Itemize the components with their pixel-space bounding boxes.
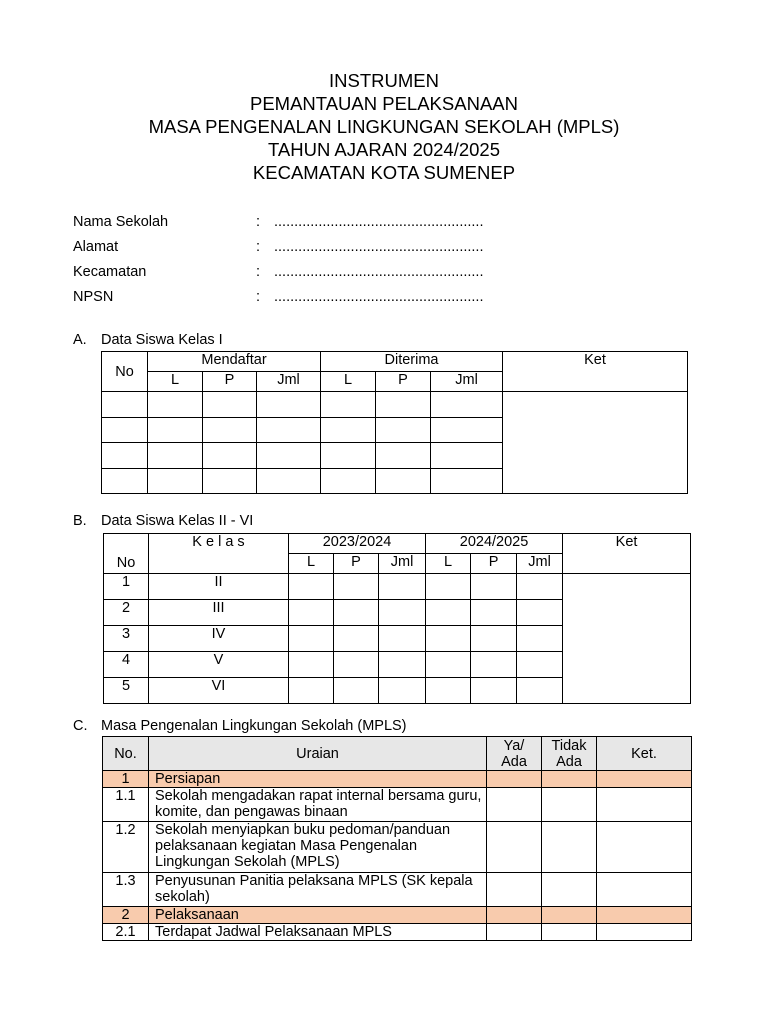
cell-ket[interactable] xyxy=(597,924,692,941)
table-row xyxy=(102,392,688,418)
row-no: 1 xyxy=(103,771,149,788)
cell[interactable] xyxy=(426,600,471,626)
cell[interactable] xyxy=(321,443,376,469)
cell[interactable] xyxy=(426,678,471,704)
document-title xyxy=(0,69,768,184)
cell-tidak[interactable] xyxy=(542,873,597,907)
cell[interactable] xyxy=(257,443,321,469)
row-kelas: VI xyxy=(149,678,289,704)
header-l: L xyxy=(148,372,203,392)
cell[interactable] xyxy=(203,469,257,494)
header-l: L xyxy=(289,554,334,574)
table-row xyxy=(103,873,692,907)
cell[interactable] xyxy=(471,652,517,678)
header-p: P xyxy=(471,554,517,574)
ket-cell[interactable] xyxy=(503,392,688,494)
cell[interactable] xyxy=(321,392,376,418)
row-no: 4 xyxy=(104,652,149,678)
cell[interactable] xyxy=(289,574,334,600)
ket-cell[interactable] xyxy=(563,574,691,704)
header-l: L xyxy=(426,554,471,574)
header-ket: Ket xyxy=(503,352,688,392)
cell[interactable] xyxy=(257,469,321,494)
cell[interactable] xyxy=(379,678,426,704)
cell[interactable] xyxy=(431,469,503,494)
cell[interactable] xyxy=(289,626,334,652)
title-line-5: KECAMATAN KOTA SUMENEP xyxy=(252,162,516,183)
cell[interactable] xyxy=(148,392,203,418)
title-line-3: MASA PENGENALAN LINGKUNGAN SEKOLAH (MPLS) xyxy=(148,116,620,137)
cell-ya[interactable] xyxy=(487,822,542,873)
header-no: No xyxy=(102,352,148,392)
table-kelas-2-6 xyxy=(103,533,691,704)
header-diterima: Diterima xyxy=(321,352,503,372)
cell[interactable] xyxy=(148,469,203,494)
title-line-2: PEMANTAUAN PELAKSANAAN xyxy=(250,93,518,114)
cell[interactable] xyxy=(379,600,426,626)
cell[interactable] xyxy=(471,678,517,704)
header-kelas: K e l a s xyxy=(149,534,289,574)
field-label: NPSN xyxy=(73,289,114,305)
cell[interactable] xyxy=(517,626,563,652)
table-row xyxy=(103,788,692,822)
cell[interactable] xyxy=(102,469,148,494)
cell[interactable] xyxy=(376,418,431,443)
header-year-2024: 2024/2025 xyxy=(426,534,563,554)
field-alamat xyxy=(73,238,553,263)
title-line-4: TAHUN AJARAN 2024/2025 xyxy=(267,139,501,160)
row-kelas: III xyxy=(149,600,289,626)
cell-ket[interactable] xyxy=(597,788,692,822)
cell[interactable] xyxy=(426,652,471,678)
cell-tidak[interactable] xyxy=(542,788,597,822)
row-kelas: IV xyxy=(149,626,289,652)
cell[interactable] xyxy=(376,443,431,469)
header-jml: Jml xyxy=(431,372,503,392)
section-b-heading xyxy=(73,513,253,529)
row-no: 1.1 xyxy=(103,788,149,822)
header-ket: Ket xyxy=(563,534,691,574)
section-letter: B. xyxy=(73,513,87,529)
cell[interactable] xyxy=(334,574,379,600)
header-ket: Ket. xyxy=(597,737,692,771)
row-kelas: II xyxy=(149,574,289,600)
cell[interactable] xyxy=(471,574,517,600)
table-row xyxy=(104,574,691,600)
section-title: Masa Pengenalan Lingkungan Sekolah (MPLS) xyxy=(101,718,407,734)
header-jml: Jml xyxy=(257,372,321,392)
section-letter: C. xyxy=(73,718,88,734)
header-l: L xyxy=(321,372,376,392)
field-kecamatan xyxy=(73,263,553,288)
cell[interactable] xyxy=(426,574,471,600)
cell[interactable] xyxy=(376,392,431,418)
cell[interactable] xyxy=(321,469,376,494)
row-text: Penyusunan Panitia pelaksana MPLS (SK kepala sekolah) xyxy=(149,873,487,907)
header-no: No xyxy=(104,534,149,574)
field-colon: : xyxy=(256,239,261,255)
cell[interactable] xyxy=(321,418,376,443)
row-no: 1.3 xyxy=(103,873,149,907)
cell[interactable] xyxy=(471,600,517,626)
row-no: 2 xyxy=(103,907,149,924)
field-colon: : xyxy=(256,264,261,280)
group-row-persiapan xyxy=(103,771,692,788)
header-year-2023: 2023/2024 xyxy=(289,534,426,554)
cell-ket[interactable] xyxy=(597,822,692,873)
cell[interactable] xyxy=(203,443,257,469)
cell[interactable] xyxy=(102,443,148,469)
header-uraian: Uraian xyxy=(149,737,487,771)
header-no: No. xyxy=(103,737,149,771)
header-jml: Jml xyxy=(517,554,563,574)
cell[interactable] xyxy=(102,392,148,418)
cell[interactable] xyxy=(471,626,517,652)
cell[interactable] xyxy=(148,443,203,469)
cell[interactable] xyxy=(334,626,379,652)
field-colon: : xyxy=(256,214,261,230)
header-p: P xyxy=(376,372,431,392)
cell[interactable] xyxy=(379,574,426,600)
identity-fields xyxy=(73,213,553,313)
table-row xyxy=(103,822,692,873)
cell[interactable] xyxy=(517,652,563,678)
header-p: P xyxy=(334,554,379,574)
cell[interactable] xyxy=(289,652,334,678)
cell[interactable] xyxy=(379,652,426,678)
cell[interactable] xyxy=(426,626,471,652)
row-no: 1 xyxy=(104,574,149,600)
cell[interactable] xyxy=(289,678,334,704)
cell-ya[interactable] xyxy=(487,873,542,907)
cell[interactable] xyxy=(431,418,503,443)
header-mendaftar: Mendaftar xyxy=(148,352,321,372)
cell[interactable] xyxy=(334,678,379,704)
table-row xyxy=(103,924,692,941)
field-label: Alamat xyxy=(73,239,119,255)
field-colon: : xyxy=(256,289,261,305)
cell-tidak[interactable] xyxy=(542,924,597,941)
cell-ya[interactable] xyxy=(487,924,542,941)
row-text: Sekolah mengadakan rapat internal bersama guru, komite, dan pengawas binaan xyxy=(149,788,487,822)
cell[interactable] xyxy=(517,600,563,626)
cell[interactable] xyxy=(257,392,321,418)
row-no: 5 xyxy=(104,678,149,704)
row-no: 2.1 xyxy=(103,924,149,941)
table-mpls-checklist xyxy=(102,736,692,941)
field-value: .................................................... xyxy=(274,289,484,305)
cell[interactable] xyxy=(148,418,203,443)
field-value: .................................................... xyxy=(274,239,484,255)
field-value: .................................................... xyxy=(274,214,484,230)
field-value: .................................................... xyxy=(274,264,484,280)
cell[interactable] xyxy=(203,418,257,443)
cell-ket[interactable] xyxy=(597,873,692,907)
field-label: Nama Sekolah xyxy=(73,214,169,230)
row-text: Pelaksanaan xyxy=(149,907,487,924)
section-title: Data Siswa Kelas I xyxy=(101,332,223,348)
cell[interactable] xyxy=(289,600,334,626)
section-letter: A. xyxy=(73,332,87,348)
row-no: 2 xyxy=(104,600,149,626)
cell-ya[interactable] xyxy=(487,788,542,822)
header-p: P xyxy=(203,372,257,392)
row-no: 3 xyxy=(104,626,149,652)
cell[interactable] xyxy=(376,469,431,494)
field-label: Kecamatan xyxy=(73,264,147,280)
cell[interactable] xyxy=(431,443,503,469)
row-text: Persiapan xyxy=(149,771,487,788)
table-kelas-1 xyxy=(101,351,688,494)
row-kelas: V xyxy=(149,652,289,678)
row-text: Terdapat Jadwal Pelaksanaan MPLS xyxy=(149,924,487,941)
cell[interactable] xyxy=(517,678,563,704)
cell-tidak[interactable] xyxy=(542,822,597,873)
section-a-heading xyxy=(73,332,223,348)
row-no: 1.2 xyxy=(103,822,149,873)
header-jml: Jml xyxy=(379,554,426,574)
field-nama-sekolah xyxy=(73,213,553,238)
cell[interactable] xyxy=(102,418,148,443)
cell[interactable] xyxy=(334,652,379,678)
cell[interactable] xyxy=(431,392,503,418)
header-tidak-ada: Tidak Ada xyxy=(542,737,597,771)
section-c-heading xyxy=(73,718,407,734)
row-text: Sekolah menyiapkan buku pedoman/panduan pelaksanaan kegiatan Masa Pengenalan Lingkungan Sekolah (MPLS) xyxy=(149,822,487,873)
title-line-1: INSTRUMEN xyxy=(329,70,439,91)
section-title: Data Siswa Kelas II - VI xyxy=(101,513,254,529)
cell[interactable] xyxy=(203,392,257,418)
cell[interactable] xyxy=(379,626,426,652)
cell[interactable] xyxy=(334,600,379,626)
group-row-pelaksanaan xyxy=(103,907,692,924)
cell[interactable] xyxy=(257,418,321,443)
field-npsn xyxy=(73,288,553,313)
header-ya-ada: Ya/ Ada xyxy=(487,737,542,771)
cell[interactable] xyxy=(517,574,563,600)
